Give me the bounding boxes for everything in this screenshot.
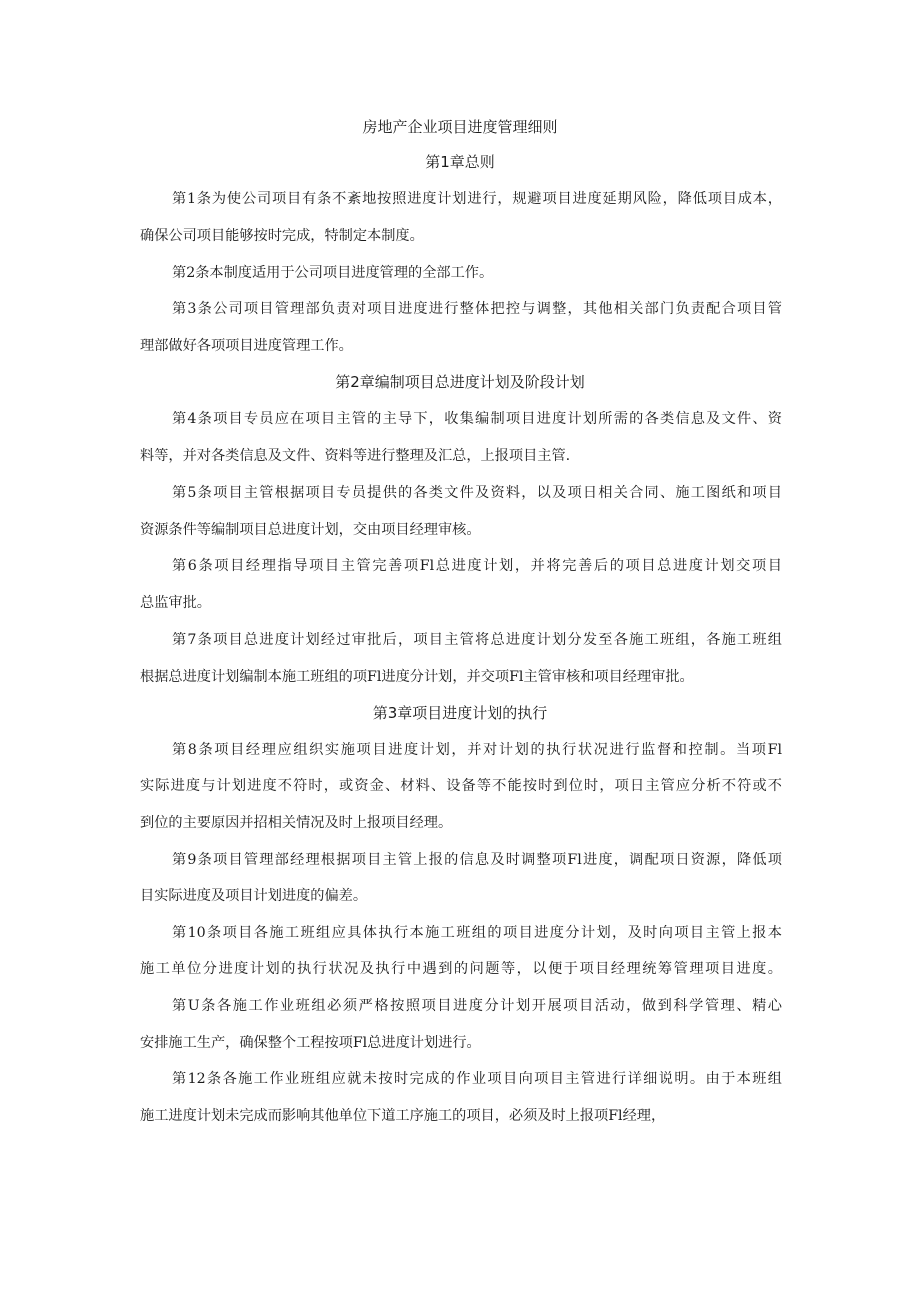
article-1-line-2: 确保公司项目能够按时完成，特制定本制度。 xyxy=(140,228,424,244)
article-4-line-2: 料等，并对各类信息及文件、资料等进行整理及汇总，上报项目主管. xyxy=(140,448,571,464)
article-7-line-1: 第7条项目总进度计划经过审批后，项目主管将总进度计划分发至各施工班组，各施工班组 xyxy=(172,632,782,648)
article-1-line-1: 第1条为使公司项目有条不紊地按照进度计划进行，规避项目进度延期风险，降低项目成本， xyxy=(172,191,782,207)
document-title: 房地产企业项目进度管理细则 xyxy=(362,118,558,136)
article-8-line-3: 到位的主要原因并招相关情况及时上报项目经理。 xyxy=(140,815,453,831)
article-9-line-1: 第9条项目管理部经理根据项目主管上报的信息及时调整项Fl进度，调配项日资源，降低项 xyxy=(172,852,782,868)
article-3-line-1: 第3条公司项目管理部负责对项目进度进行整体把控与调整，其他相关部门负责配合项目管 xyxy=(172,301,782,317)
article-10-line-2: 施工单位分进度计划的执行状况及执行中遇到的问题等，以便于项目经理统筹管理项目进度。 xyxy=(140,961,782,977)
chapter-1-heading: 第1章总则 xyxy=(425,153,495,171)
article-10-line-1: 第10条项目各施工班组应具体执行本施工班组的项目进度分计划，及时向项目主管上报本 xyxy=(172,925,782,941)
article-11-line-1: 第U条各施工作业班组必须严格按照项目进度分计划开展项目活动，做到科学管理、精心 xyxy=(172,998,782,1014)
article-5-line-2: 资源条件等编制项目总进度计划，交由项目经理审核。 xyxy=(140,522,481,538)
article-4-line-1: 第4条项目专员应在项目主管的主导下，收集编制项目进度计划所需的各类信息及文件、资 xyxy=(172,411,782,427)
article-3-line-2: 理部做好各项项目进度管理工作。 xyxy=(140,338,353,354)
article-7-line-2: 根据总进度计划编制本施工班组的项Fl进度分计划，并交项Fl主管审核和项目经理审批。 xyxy=(140,669,694,685)
article-12-line-1: 第12条各施工作业班组应就未按时完成的作业项目向项目主管进行详细说明。由于本班组 xyxy=(172,1071,782,1087)
article-11-line-2: 安排施工生产，确保整个工程按项Fl总进度计划进行。 xyxy=(140,1035,481,1051)
article-5-line-1: 第5条项目主管根据项目专员提供的各类文件及资料，以及项日相关合同、施工图纸和项目 xyxy=(172,485,782,501)
article-8-line-1: 第8条项目经理应组织实施项目进度计划，并对计划的执行状况进行监督和控制。当项Fl xyxy=(172,742,782,758)
chapter-3-heading: 第3章项目进度计划的执行 xyxy=(372,704,548,722)
article-9-line-2: 目实际进度及项目计划进度的偏差。 xyxy=(140,888,368,904)
article-12-line-2: 施工进度计划未完成而影响其他单位下道工序施工的项目，必须及时上报项Fl经理， xyxy=(140,1108,666,1124)
article-6-line-1: 第6条项目经理指导项目主管完善项Fl总进度计划，并将完善后的项目总进度计划交项目 xyxy=(172,558,782,574)
article-8-line-2: 实际进度与计划进度不符时，或资金、材料、设备等不能按时到位时，项日主管应分析不符或不 xyxy=(140,778,782,794)
article-6-line-2: 总监审批。 xyxy=(140,595,211,611)
article-2-line-1: 第2条本制度适用于公司项目进度管理的全部工作。 xyxy=(172,265,494,281)
chapter-2-heading: 第2章编制项目总进度计划及阶段计划 xyxy=(335,373,585,391)
